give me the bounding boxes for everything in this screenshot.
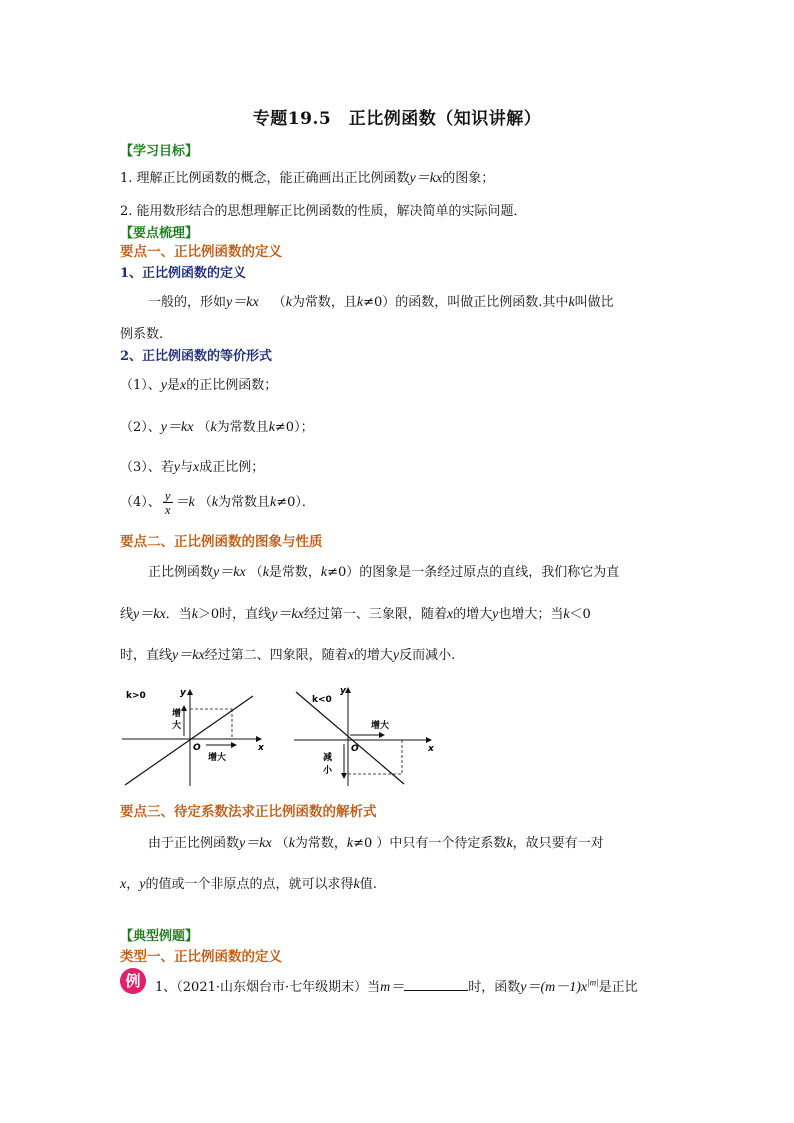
- section-3-header: 要点三、待定系数法求正比例函数的解析式: [120, 804, 377, 820]
- svg-text:y: y: [340, 686, 346, 696]
- answer-blank: [404, 978, 468, 991]
- subsection-1-2: 2、正比例函数的等价形式: [120, 349, 273, 364]
- form-2: （2）、y＝kx （k为常数且k≠0）；: [120, 420, 314, 435]
- form-3: （3）、若y与x成正比例；: [120, 460, 265, 475]
- math-expression: y＝kx: [409, 171, 443, 186]
- svg-text:y: y: [180, 688, 186, 698]
- example-badge: 例: [120, 968, 146, 994]
- section-1-header: 要点一、正比例函数的定义: [120, 244, 282, 260]
- page-title: 专题19.5 正比例函数（知识讲解）: [252, 109, 542, 129]
- k-label: k<0: [312, 695, 332, 705]
- svg-text:O: O: [193, 743, 201, 753]
- fraction-y-over-x: $\frac{y}{x}$: [164, 488, 171, 517]
- definition-text: 一般的，形如y＝kx （k为常数，且k≠0）的函数，叫做正比例函数.其中k叫做比: [148, 295, 614, 310]
- graph-k-positive: [118, 684, 268, 788]
- graph-k-negative: [290, 684, 438, 788]
- type-1-header: 类型一、正比例函数的定义: [120, 949, 282, 965]
- form-1: （1）、y是x的正比例函数；: [120, 378, 278, 393]
- examples-header: 【典型例题】: [120, 929, 199, 944]
- function-line: [296, 692, 404, 784]
- svg-text:小: 小: [323, 766, 333, 776]
- svg-text:增: 增: [172, 709, 182, 719]
- svg-text:增大: 增大: [371, 721, 390, 731]
- svg-text:大: 大: [172, 721, 182, 731]
- property-line-1: 正比例函数y＝kx （k是常数，k≠0）的图象是一条经过原点的直线，我们称它为直: [148, 565, 620, 580]
- svg-text:x: x: [428, 744, 434, 754]
- example-1-text: 1、（2021·山东烟台市·七年级期末）当m＝ 时，函数$y=(m-1)x^{|m|}$是正比: [155, 977, 638, 995]
- svg-text:减: 减: [323, 753, 333, 763]
- method-line-2: x，y的值或一个非原点的点，就可以求得k值.: [120, 877, 377, 892]
- svg-text:O: O: [351, 744, 359, 754]
- svg-text:x: x: [258, 743, 264, 753]
- form-4: （4）、 $\frac{y}{x}$ ＝k （k为常数且k≠0）．: [120, 488, 315, 517]
- definition-text-cont: 例系数.: [120, 327, 164, 342]
- subsection-1-1: 1、正比例函数的定义: [120, 266, 247, 281]
- goal-1: 1. 理解正比例函数的概念，能正确画出正比例函数y＝kx的图象；: [120, 171, 495, 186]
- property-line-3: 时，直线y＝kx经过第二、四象限，随着x的增大y反而减小.: [120, 648, 456, 663]
- k-label: k>0: [126, 691, 146, 701]
- svg-text:增大: 增大: [208, 753, 227, 763]
- goal-2: 2. 能用数形结合的思想理解正比例函数的性质，解决简单的实际问题．: [120, 204, 527, 219]
- function-line: [125, 696, 253, 785]
- section-2-header: 要点二、正比例函数的图象与性质: [120, 534, 323, 550]
- method-line-1: 由于正比例函数y＝kx （k为常数，k≠0 ）中只有一个待定系数k，故只要有一对: [148, 836, 604, 851]
- goals-header: 【学习目标】: [120, 144, 199, 159]
- points-header: 【要点梳理】: [120, 226, 199, 241]
- property-line-2: 线y＝kx．当k＞0时，直线y＝kx经过第一、三象限，随着x的增大y也增大；当k＜0: [120, 607, 591, 622]
